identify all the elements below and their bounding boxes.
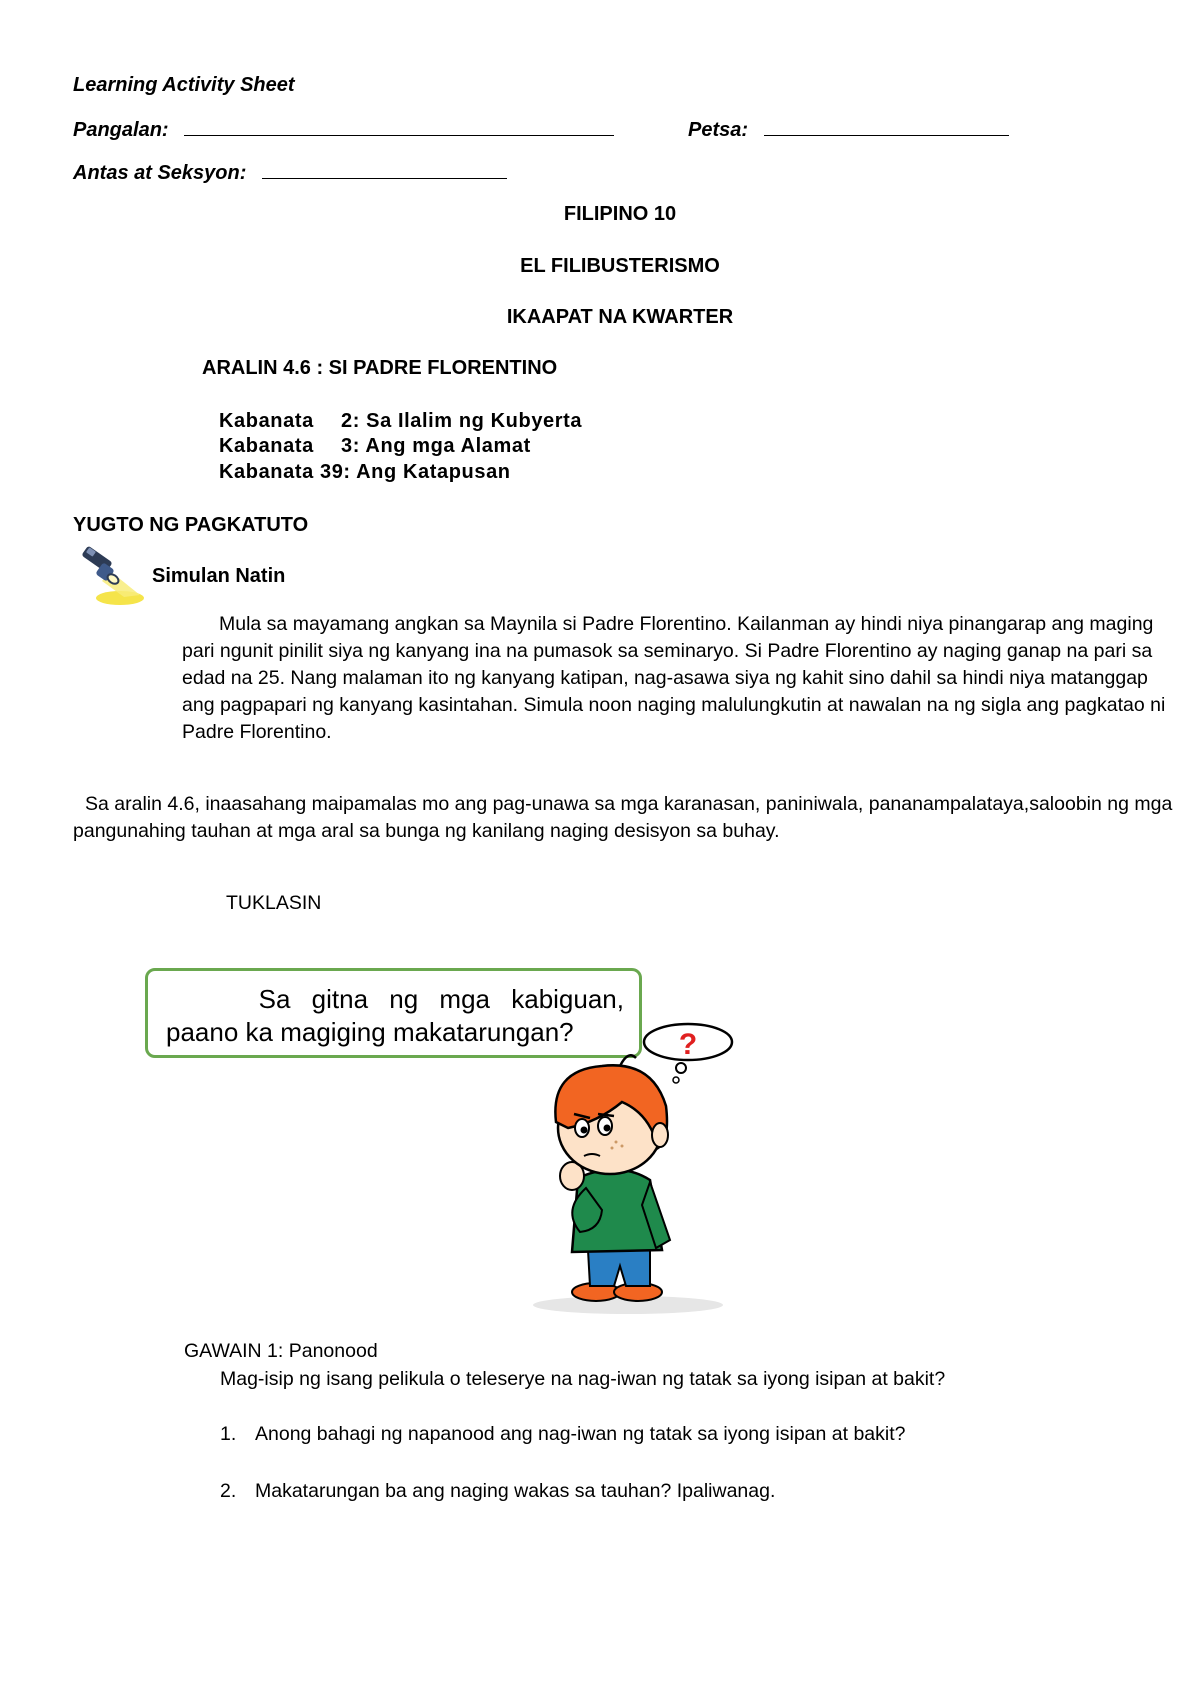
name-blank[interactable] xyxy=(184,117,614,136)
novel-title: EL FILIBUSTERISMO xyxy=(520,255,720,277)
chapter-label: Kabanata 39: xyxy=(219,461,351,483)
name-label: Pangalan: xyxy=(73,119,169,141)
chapter-text: 3: Ang mga Alamat xyxy=(341,435,531,457)
quarter-title: IKAAPAT NA KWARTER xyxy=(506,306,734,328)
chapter-label: Kabanata xyxy=(219,410,314,432)
grade-blank[interactable] xyxy=(262,160,507,179)
activity-title: GAWAIN 1: Panonood xyxy=(184,1340,378,1362)
question-text: Anong bahagi ng napanood ang nag-iwan ng tatak sa iyong isipan at bakit? xyxy=(255,1423,906,1445)
simulan-heading: Simulan Natin xyxy=(152,565,286,587)
thinking-boy-illustration xyxy=(510,1010,750,1320)
subject-title: FILIPINO 10 xyxy=(563,203,677,225)
flashlight-icon xyxy=(80,543,150,608)
activity-instruction: Mag-isip ng isang pelikula o teleserye na nag-iwan ng tatak sa iyong isipan at bakit? xyxy=(220,1368,946,1390)
objective-paragraph: Sa aralin 4.6, inaasahang maipamalas mo ang pag-unawa sa mga karanasan, paniniwala, pananampalataya,saloobin ng mga pangunahing tauhan at mga aral sa bunga ng kanilang naging desisyon sa buhay. xyxy=(73,793,1173,842)
bubble-line-1: Sa gitna ng mga kabiguan, xyxy=(258,984,624,1014)
chapter-item xyxy=(219,410,582,433)
question-number: 1. xyxy=(220,1423,237,1445)
date-label: Petsa: xyxy=(688,119,749,141)
grade-label: Antas at Seksyon: xyxy=(73,162,247,184)
bubble-line-2: paano ka magiging makatarungan? xyxy=(166,1017,574,1047)
lesson-title: ARALIN 4.6 : SI PADRE FLORENTINO xyxy=(202,357,558,379)
question-mark-text: ? xyxy=(678,1028,698,1061)
question-text: Makatarungan ba ang naging wakas sa tauhan? Ipaliwanag. xyxy=(255,1480,776,1502)
chapter-text: Ang Katapusan xyxy=(356,461,511,483)
list-item xyxy=(220,1480,775,1503)
chapter-text: 2: Sa Ilalim ng Kubyerta xyxy=(341,410,583,432)
chapter-item xyxy=(219,461,511,484)
intro-paragraph: Mula sa mayamang angkan sa Maynila si Padre Florentino. Kailanman ay hindi niya pinangarap ang maging pari ngunit pinilit siya ng kanyang ina na pumasok sa seminaryo. Si Padre Florentino ay naging ganap na pari sa edad na 25. Nang malaman ito ng kanyang katipan, nag-asawa siya ng kahit sino dahil sa hindi niya matanggap ang pagpapari ng kanyang kasintahan. Simula noon naging malulungkutin at nawalan na ng sigla ang pagkatao ni Padre Florentino. xyxy=(182,613,1166,743)
date-row xyxy=(688,117,1009,142)
chapter-item xyxy=(219,435,531,458)
question-number: 2. xyxy=(220,1480,237,1502)
list-item xyxy=(220,1423,906,1446)
sheet-title: Learning Activity Sheet xyxy=(73,74,295,96)
name-row xyxy=(73,117,614,142)
tuklasin-heading: TUKLASIN xyxy=(226,892,322,914)
chapter-label: Kabanata xyxy=(219,435,314,457)
section-heading: YUGTO NG PAGKATUTO xyxy=(73,514,309,536)
date-blank[interactable] xyxy=(764,117,1009,136)
grade-row xyxy=(73,160,507,185)
